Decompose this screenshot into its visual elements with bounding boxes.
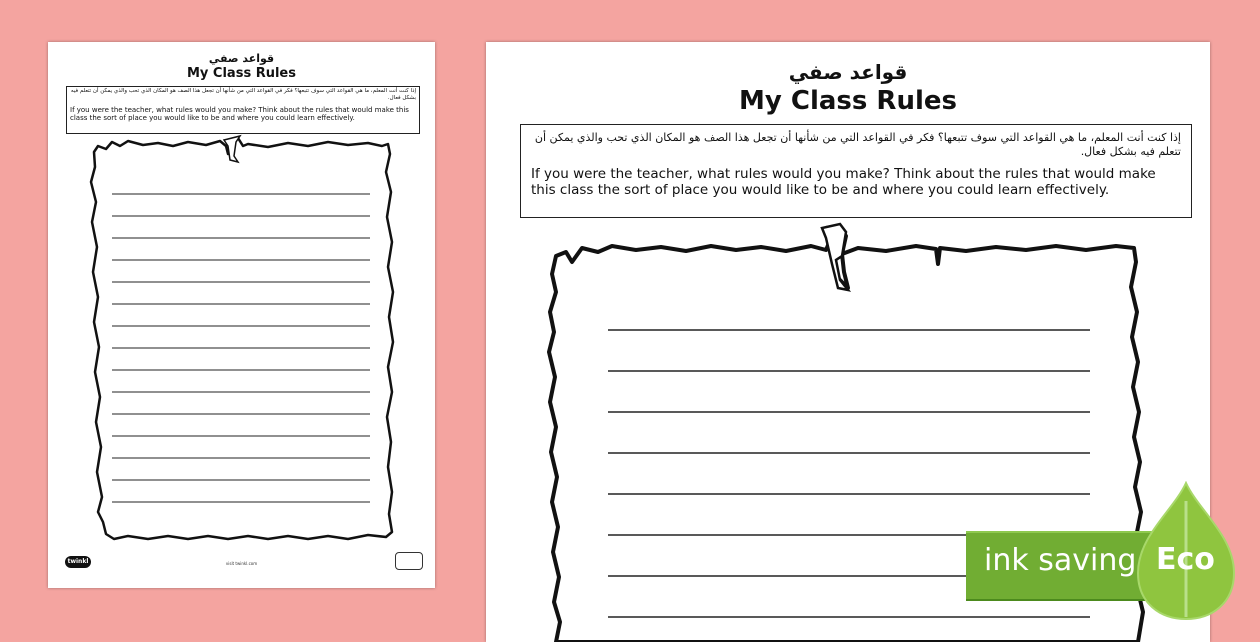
eco-label: Eco <box>1156 542 1215 577</box>
parchment-scroll-illustration <box>48 42 435 588</box>
worksheet-title: My Class Rules <box>739 86 957 116</box>
instructions-arabic: إذا كنت أنت المعلم، ما هي القواعد التي سوف تتبعها؟ فكر في القواعد التي من شأنها أن تجعل هذا الصف هو المكان الذي تحب والذي يمكن أن تتعلم فيه بشكل فعال. <box>70 88 416 101</box>
instructions-arabic: إذا كنت أنت المعلم، ما هي القواعد التي سوف تتبعها؟ فكر في القواعد التي من شأنها أن تجعل هذا الصف هو المكان الذي تحب والذي يمكن أن تتعلم فيه بشكل فعال. <box>534 131 1181 158</box>
ink-saving-label: ink saving <box>984 543 1137 578</box>
worksheet-title-arabic: قواعد صفي <box>208 52 275 65</box>
parchment-border <box>91 138 393 539</box>
instructions-english: If you were the teacher, what rules would you make? Think about the rules that would make this class the sort of place you would like to be and where you could learn effectively. <box>531 165 1156 198</box>
instructions-english: If you were the teacher, what rules would you make? Think about the rules that would make this class the sort of place you would like to be and where you could learn effectively. <box>70 105 409 123</box>
writing-lines <box>112 194 370 502</box>
worksheet-title-arabic: قواعد صفي <box>788 60 908 84</box>
worksheet-preview-small <box>48 42 435 588</box>
checked-badge-icon <box>395 552 423 570</box>
worksheet-title: My Class Rules <box>187 66 296 81</box>
footer-url: visit twinkl.com <box>225 561 258 566</box>
twinkl-logo: twinkl <box>65 556 91 568</box>
